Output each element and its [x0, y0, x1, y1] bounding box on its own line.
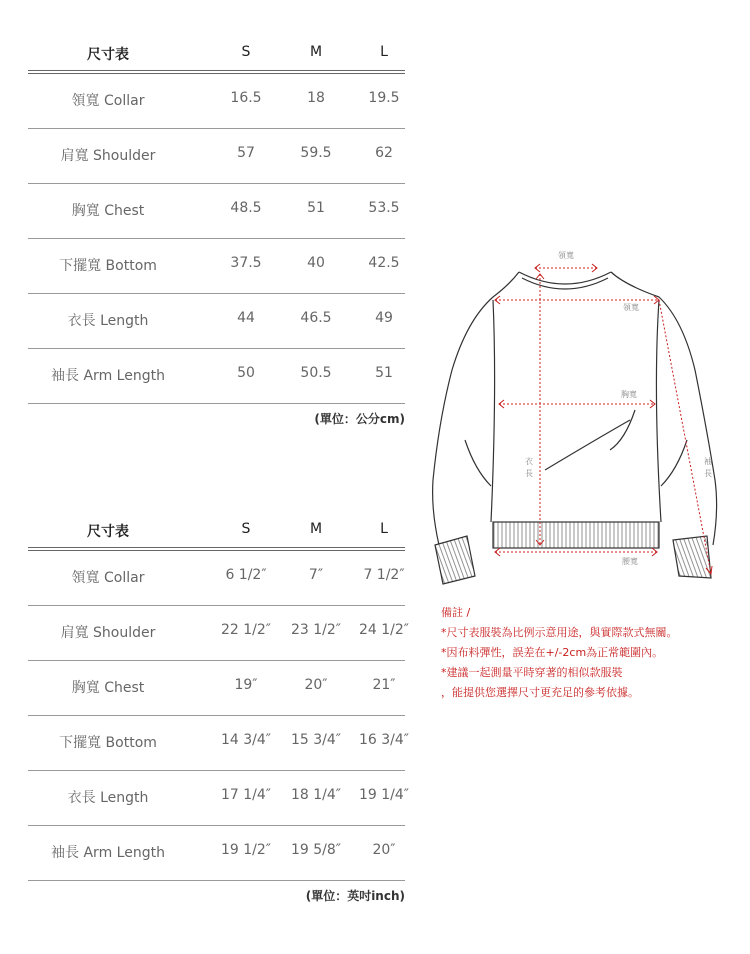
cell-s: 19 1/2″ [220, 842, 272, 858]
cell-l: 42.5 [368, 255, 400, 271]
cell-s: 37.5 [230, 255, 262, 271]
table-row [28, 74, 405, 129]
cell-m: 20″ [304, 677, 328, 693]
collar-label: 領寬 [558, 251, 574, 260]
note-line: *建議一起測量平時穿著的相似款服裝 [441, 666, 623, 679]
table-row [28, 129, 405, 184]
row-label: 胸寬 Chest [71, 680, 145, 696]
cell-l: 21″ [372, 677, 396, 693]
cell-l: 53.5 [368, 200, 400, 216]
cell-s: 50 [237, 365, 255, 381]
hem-ribbing [493, 522, 659, 548]
cell-m: 46.5 [300, 310, 332, 326]
cell-s: 19″ [234, 677, 258, 693]
table-header [28, 38, 405, 70]
cell-m: 59.5 [300, 145, 332, 161]
cell-l: 24 1/2″ [358, 622, 410, 638]
header-s: S [241, 521, 251, 537]
chest-label: 胸寬 [621, 390, 637, 399]
cell-m: 7″ [308, 567, 324, 583]
unit-note: (單位：英吋inch) [305, 889, 405, 903]
cell-s: 48.5 [230, 200, 262, 216]
cell-s: 57 [237, 145, 255, 161]
right-cuff [673, 536, 711, 578]
row-label: 領寬 Collar [71, 93, 145, 109]
cell-m: 19 5/8″ [290, 842, 342, 858]
cell-l: 49 [375, 310, 393, 326]
cell-l: 62 [375, 145, 393, 161]
cell-m: 15 3/4″ [290, 732, 342, 748]
cell-s: 44 [237, 310, 255, 326]
cell-m: 50.5 [300, 365, 332, 381]
sleeve-label-2: 長 [704, 469, 712, 478]
notes-title: 備註 / [441, 606, 471, 619]
row-label: 胸寬 Chest [71, 203, 145, 219]
row-label: 下擺寬 Bottom [59, 258, 157, 274]
table-row [28, 294, 405, 349]
row-label: 領寬 Collar [71, 570, 145, 586]
row-label: 袖長 Arm Length [51, 845, 165, 861]
length-label-2: 長 [525, 469, 533, 478]
garment-outline [433, 272, 717, 545]
table-row [28, 551, 405, 606]
header-label: 尺寸表 [87, 47, 129, 63]
cell-l: 7 1/2″ [363, 567, 405, 583]
sleeve-line [659, 300, 711, 574]
row-label: 肩寬 Shoulder [60, 625, 156, 641]
cell-s: 16.5 [230, 90, 262, 106]
header-s: S [241, 44, 251, 60]
header-l: L [380, 44, 388, 60]
table-row [28, 239, 405, 294]
header-m: M [309, 521, 323, 537]
table-row [28, 826, 405, 881]
cell-l: 16 3/4″ [358, 732, 410, 748]
bottom-label: 腰寬 [622, 557, 638, 566]
cell-l: 19 1/4″ [358, 787, 410, 803]
cell-s: 17 1/4″ [220, 787, 272, 803]
cell-m: 18 [307, 90, 325, 106]
cell-m: 23 1/2″ [290, 622, 342, 638]
row-label: 衣長 Length [67, 313, 149, 329]
shoulder-label: 領寬 [623, 303, 639, 312]
cell-m: 51 [307, 200, 325, 216]
cell-s: 6 1/2″ [225, 567, 267, 583]
table-row [28, 771, 410, 826]
cell-m: 18 1/4″ [290, 787, 342, 803]
cell-l: 19.5 [368, 90, 400, 106]
cell-m: 40 [307, 255, 325, 271]
sleeve-label-1: 袖 [704, 457, 712, 466]
table-header [28, 515, 405, 547]
table-row [28, 349, 405, 404]
row-label: 衣長 Length [67, 790, 149, 806]
size-table-inch [28, 515, 410, 903]
row-label: 下擺寬 Bottom [59, 735, 157, 751]
left-cuff [435, 536, 475, 584]
sweatshirt-diagram [425, 240, 725, 585]
table-row [28, 184, 405, 239]
row-label: 肩寬 Shoulder [60, 148, 156, 164]
length-label-1: 衣 [525, 457, 533, 466]
header-l: L [380, 521, 388, 537]
header-label: 尺寸表 [87, 524, 129, 540]
cell-l: 20″ [372, 842, 396, 858]
notes-block [441, 603, 678, 703]
note-line: *尺寸表服裝為比例示意用途，與實際款式無關。 [441, 626, 678, 639]
table-row [28, 606, 410, 661]
note-line: ，能提供您選擇尺寸更充足的參考依據。 [441, 686, 639, 699]
table-row [28, 661, 405, 716]
header-m: M [309, 44, 323, 60]
cell-s: 22 1/2″ [220, 622, 272, 638]
cell-l: 51 [375, 365, 393, 381]
size-table-cm [28, 38, 405, 426]
cell-s: 14 3/4″ [220, 732, 272, 748]
unit-note: (單位：公分cm) [314, 412, 405, 426]
table-row [28, 716, 410, 771]
row-label: 袖長 Arm Length [51, 368, 165, 384]
note-line: *因布料彈性，誤差在+/-2cm為正常範圍內。 [441, 646, 664, 659]
